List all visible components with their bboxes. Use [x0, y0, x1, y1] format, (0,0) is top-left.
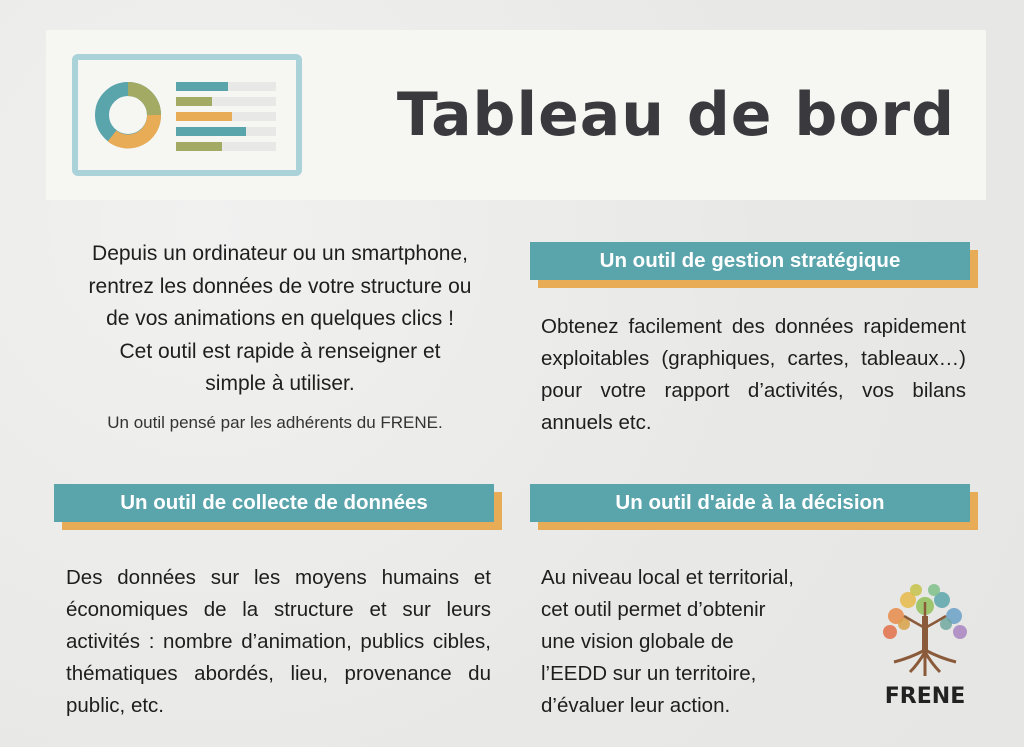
banner-title: Un outil d'aide à la décision — [530, 484, 970, 522]
logo-name: FRENE — [884, 684, 966, 709]
intro-note: Un outil pensé par les adhérents du FRENE. — [107, 413, 443, 432]
banner-collecte — [54, 484, 494, 522]
intro-line: de vos animations en quelques clics ! — [106, 307, 454, 330]
frene-logo — [870, 572, 980, 712]
decision-text — [541, 562, 861, 722]
intro-line: rentrez les données de votre structure ou — [88, 274, 472, 298]
page-title: Tableau de bord — [396, 80, 956, 150]
decision-line: une vision globale de — [541, 630, 734, 653]
banner-title: Un outil de collecte de données — [54, 484, 494, 522]
decision-line: cet outil permet d’obtenir — [541, 598, 766, 621]
decision-line: l’EEDD sur un territoire, — [541, 662, 757, 685]
decision-line: d’évaluer leur action. — [541, 694, 731, 717]
intro-text — [50, 238, 510, 401]
dashboard-icon — [72, 54, 302, 176]
collecte-text: Des données sur les moyens humains et économiques de la structure et sur leurs activités : nombre d’animation, publics cibles, thématiques abordés, lieu, provenance du public, etc. — [66, 566, 491, 717]
banner-decision — [530, 484, 970, 522]
intro-line: Depuis un ordinateur ou un smartphone, — [92, 242, 468, 265]
intro-line: Cet outil est rapide à renseigner et — [119, 339, 441, 363]
header-panel — [46, 30, 986, 200]
decision-line: Au niveau local et territorial, — [541, 566, 794, 589]
tree-icon — [870, 572, 980, 682]
intro-line: simple à utiliser. — [205, 372, 355, 395]
banner-strategique — [530, 242, 970, 280]
banner-title: Un outil de gestion stratégique — [530, 242, 970, 280]
strategique-text: Obtenez facilement des données rapidement exploitables (graphiques, cartes, tableaux…) pour votre rapport d’activités, vos bilans annuels etc. — [541, 315, 966, 434]
